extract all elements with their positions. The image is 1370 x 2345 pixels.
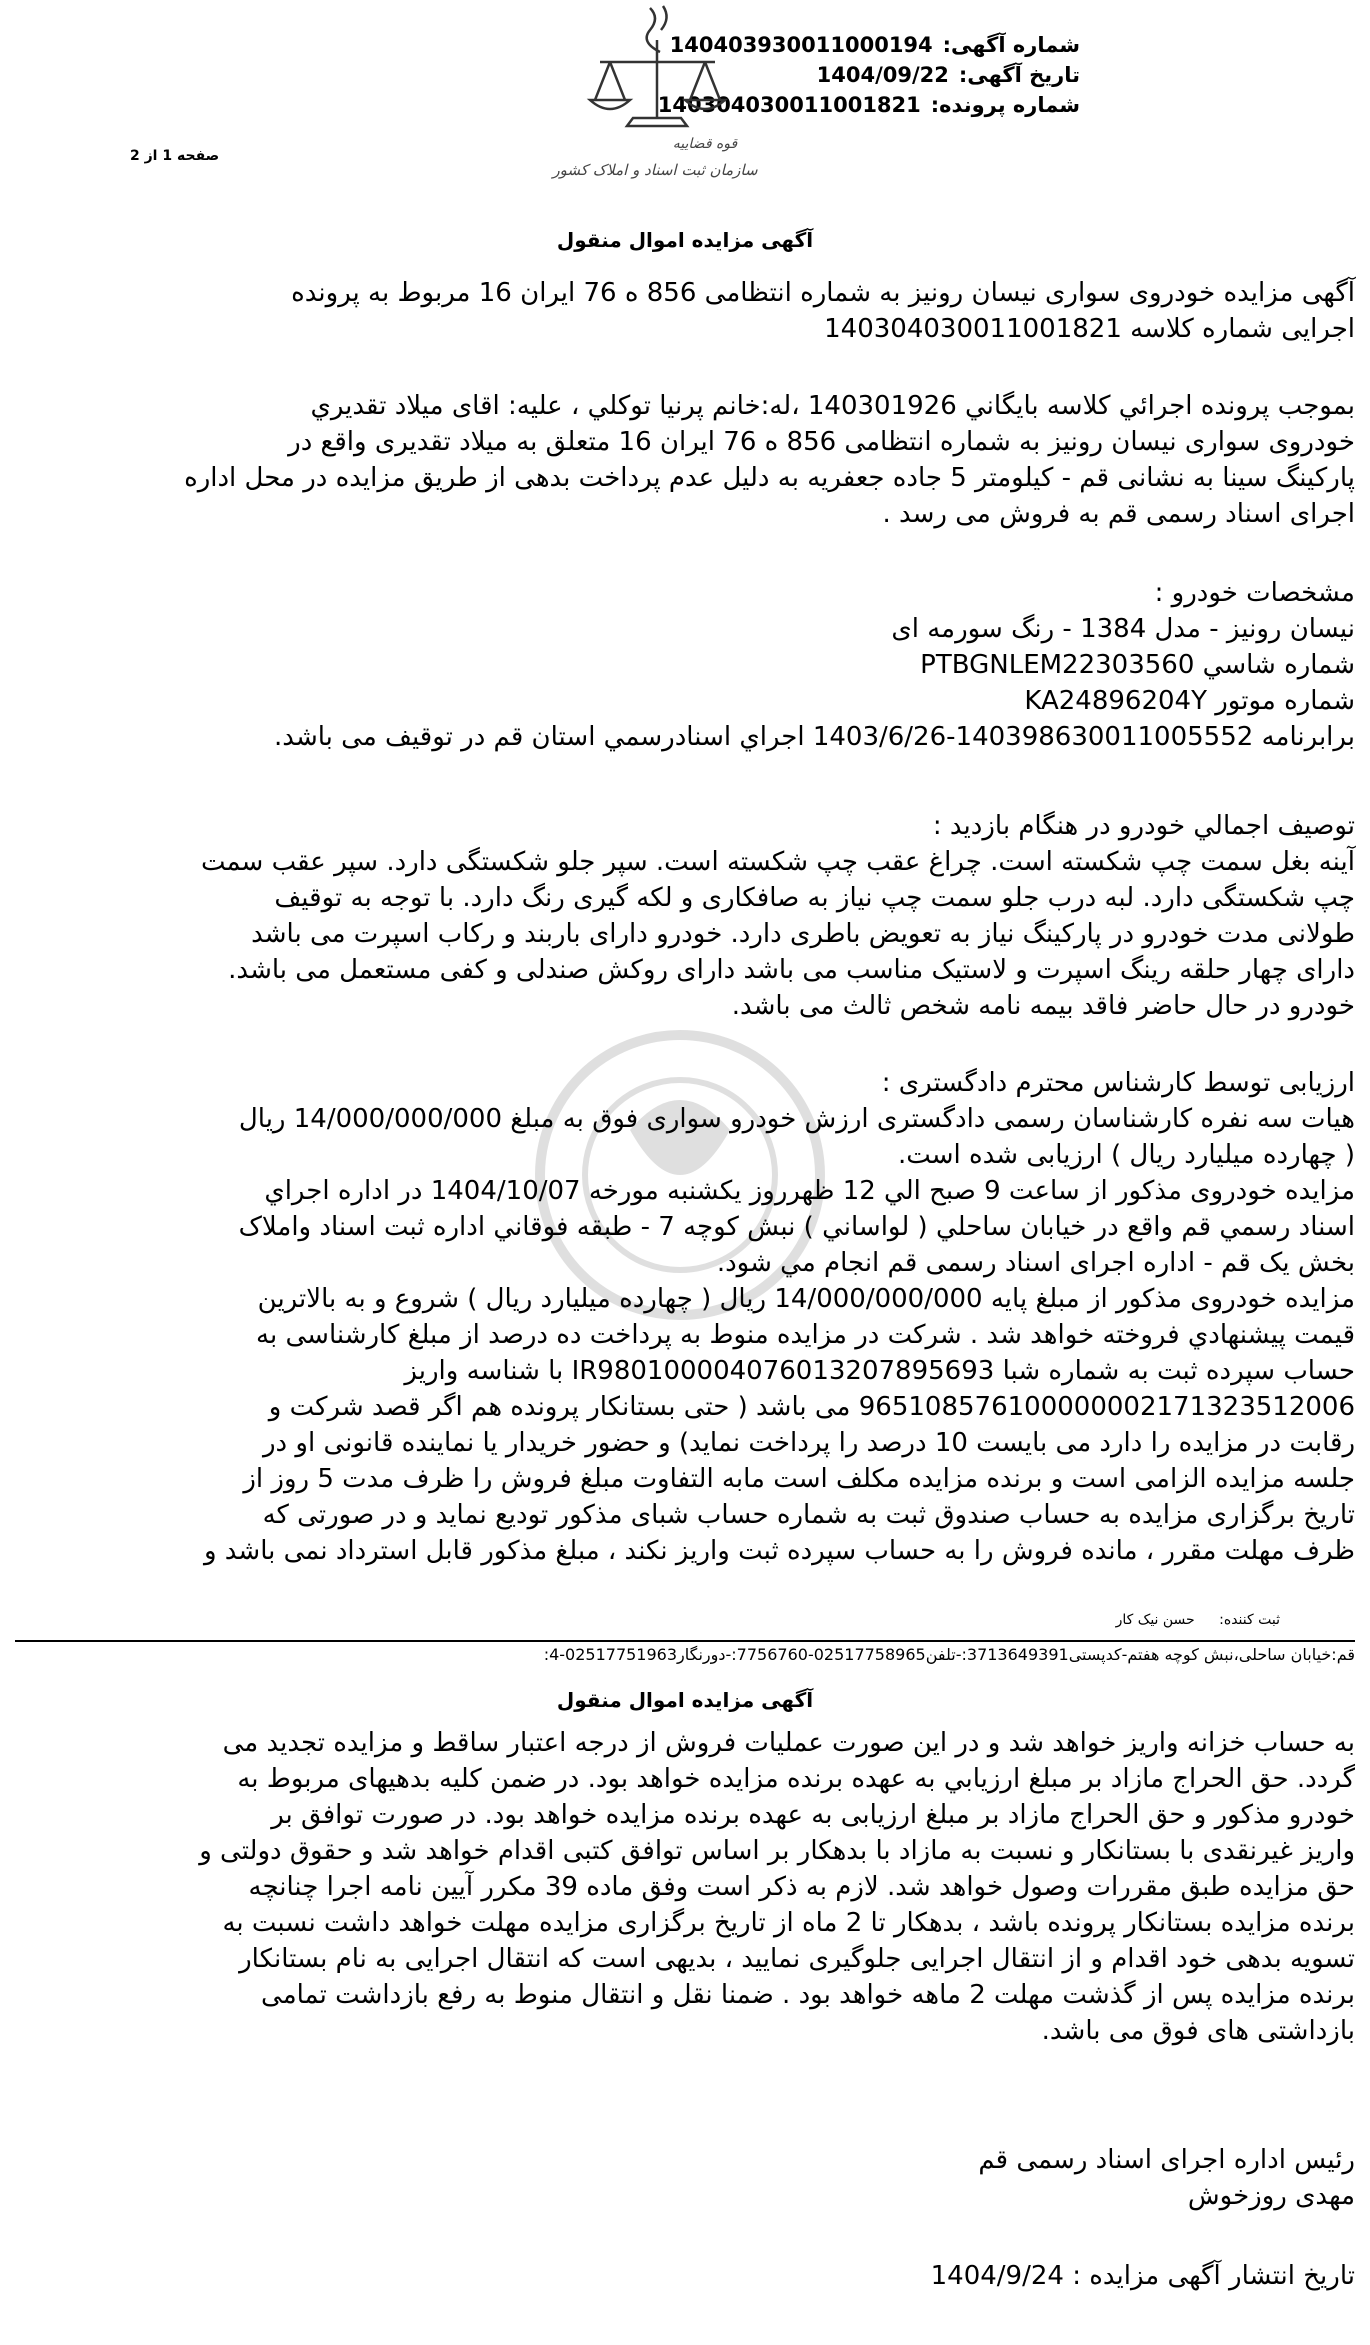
appraisal-line: حساب سپرده ثبت به شماره شبا IR980100004076013207895693 با شناسه واریز bbox=[404, 1356, 1355, 1386]
continuation-line: تسویه بدهی خود اقدام و از انتقال اجرایی جلوگیری نمایید ، بدیهی است که انتقال اجرایی به نام بستانکار bbox=[239, 1944, 1355, 1974]
appraisal-line: رقابت در مزایده را دارد می بایست 10 درصد را پرداخت نماید) و حضور خریدار یا نماینده قانونی او در bbox=[263, 1428, 1355, 1458]
ad-date: 1404/09/22 bbox=[816, 63, 949, 87]
registrar-name: حسن نیک کار bbox=[1115, 1612, 1195, 1628]
appraisal-line: اسناد رسمي قم واقع در خیابان ساحلي ( لواساني ) نبش کوچه 7 - طبقه فوقاني اداره ثبت اسناد واملاک bbox=[238, 1212, 1355, 1242]
registrar-label: ثبت كننده: bbox=[1219, 1612, 1280, 1628]
page-title: آگهی مزایده اموال منقول bbox=[556, 228, 814, 252]
ad-number-label: شماره آگهی: bbox=[942, 33, 1080, 57]
continuation-line: گردد. حق الحراج مازاد بر مبلغ ارزیابي به عهده برنده مزایده خواهد بود. در ضمن کلیه بدهیهای مربوط به bbox=[237, 1764, 1355, 1794]
appraisal-line: قیمت پیشنهادي فروخته خواهد شد . شرکت در مزایده منوط به پرداخت ده درصد از مبلغ کارشناسی به bbox=[256, 1320, 1355, 1350]
intro-line: اجرایی شماره کلاسه 140304030011001821 bbox=[824, 314, 1355, 344]
continuation-line: برنده مزایده پس از گذشت مهلت 2 ماهه خواهد بود . ضمنا نقل و انتقال منوط به رفع بازداشت تمامی bbox=[261, 1980, 1355, 2010]
file-number-label: شماره پرونده: bbox=[930, 93, 1080, 117]
case-paragraph bbox=[15, 388, 1355, 532]
file-number-row bbox=[657, 90, 1080, 120]
intro-line: آگهی مزایده خودروی سواری نیسان رونیز به شماره انتظامی 856 ه 76 ایران 16 مربوط به پرونده bbox=[291, 278, 1355, 308]
specs-line: برابرنامه 140398630011005552-1403/6/26 اجراي اسنادرسمي استان قم در توقيف می باشد. bbox=[274, 722, 1355, 752]
publish-label: تاریخ انتشار آگهی مزایده : bbox=[1072, 2261, 1355, 2291]
ad-number-row bbox=[669, 30, 1080, 60]
specs-line: شماره موتور KA24896204Y bbox=[1024, 686, 1355, 716]
publish-date-line bbox=[15, 2258, 1355, 2294]
case-line: پارکینگ سینا به نشانی قم - کیلومتر 5 جاده جعفریه به دلیل عدم پرداخت بدهی از طریق مزایده در محل اداره bbox=[184, 463, 1355, 493]
continuation-line: خودرو مذکور و حق الحراج مازاد بر مبلغ ارزیابی به عهده برنده مزایده خواهد بود. در صورت توافق بر bbox=[271, 1800, 1355, 1830]
emblem-caption-2: سازمان ثبت اسناد و املاک کشور bbox=[552, 161, 758, 179]
description-line: طولانی مدت خودرو در پارکینگ نیاز به تعویض باطری دارد. خودرو دارای باربند و رکاب اسپرت می باشد bbox=[251, 919, 1355, 949]
appraisal-line: تاریخ برگزاری مزایده به حساب صندوق ثبت به شماره حساب شبای مذکور تودیع نماید و در صورتی که bbox=[262, 1500, 1355, 1530]
ad-header-meta bbox=[657, 30, 1080, 120]
page-number: صفحه 1 از 2 bbox=[130, 148, 220, 164]
registrar bbox=[1040, 1612, 1280, 1628]
appraisal-line: مزایده خودروی مذکور از ساعت 9 صبح الي 12 ظهرروز یکشنبه مورخه 1404/10/07 در اداره اجراي bbox=[264, 1176, 1355, 1206]
emblem-caption-1: قوه قضاییه bbox=[672, 136, 738, 152]
continuation-line: به حساب خزانه واریز خواهد شد و در این صورت عملیات فروش از درجه اعتبار ساقط و مزایده تجدید می bbox=[222, 1728, 1355, 1758]
ad-date-label: تاریخ آگهی: bbox=[958, 63, 1080, 87]
judiciary-emblem-logo bbox=[545, 0, 775, 210]
file-number: 140304030011001821 bbox=[657, 93, 921, 117]
ad-date-row bbox=[760, 60, 1080, 90]
continuation-line: واریز غیرنقدی با بستانکار و نسبت به مازاد با بدهکار بر اساس توافق کتبی اقدام خواهد شد و حقوق دولتی و bbox=[199, 1836, 1355, 1866]
description-line: خودرو در حال حاضر فاقد بیمه نامه شخص ثالث می باشد. bbox=[731, 991, 1355, 1021]
signature-name: مهدی روزخوش bbox=[1187, 2181, 1355, 2211]
case-line: بموجب پرونده اجرائي كلاسه بايگاني 140301926 ،له:خانم پرنيا توكلي ، عليه: اقای ميلاد تقديري bbox=[310, 391, 1355, 421]
vehicle-description bbox=[15, 808, 1355, 1024]
appraisal-line: جلسه مزایده الزامی است و برنده مزایده مکلف است مابه التفاوت مبلغ فروش را ظرف مدت 5 روز از bbox=[243, 1464, 1355, 1494]
continuation-line: بازداشتی های فوق می باشد. bbox=[1041, 2016, 1355, 2046]
signature-block bbox=[15, 2142, 1355, 2214]
continuation-paragraph bbox=[15, 1725, 1355, 2049]
appraisal-line: هیات سه نفره کارشناسان رسمی دادگستری ارزش خودرو سواری فوق به مبلغ 14/000/000/000 ریال bbox=[238, 1104, 1355, 1134]
publish-date: 1404/9/24 bbox=[930, 2261, 1064, 2291]
signature-title: رئیس اداره اجرای اسناد رسمی قم bbox=[978, 2145, 1355, 2175]
appraisal-line: ظرف مهلت مقرر ، مانده فروش را به حساب سپرده ثبت واریز نکند ، مبلغ مذکور قابل استرداد نمی باشد و bbox=[203, 1536, 1355, 1566]
intro-paragraph bbox=[15, 275, 1355, 347]
specs-heading: مشخصات خودرو : bbox=[1154, 578, 1355, 608]
description-line: آینه بغل سمت چپ شکسته است. چراغ عقب چپ شکسته است. سپر جلو شکستگی دارد. سپر عقب سمت bbox=[201, 847, 1355, 877]
case-line: خودروی سواری نیسان رونیز به شماره انتظامی 856 ه 76 ایران 16 متعلق به میلاد تقدیری واقع در bbox=[288, 427, 1355, 457]
ad-number: 140403930011000194 bbox=[669, 33, 933, 57]
vehicle-specs bbox=[15, 575, 1355, 755]
appraisal-line: بخش یک قم - اداره اجرای اسناد رسمی قم انجام مي شود. bbox=[716, 1248, 1355, 1278]
appraisal-heading: ارزیابی توسط کارشناس محترم دادگستری : bbox=[881, 1068, 1355, 1098]
case-line: اجرای اسناد رسمی قم به فروش می رسد . bbox=[882, 499, 1355, 529]
appraisal-section bbox=[15, 1065, 1355, 1569]
description-heading: توصیف اجمالي خودرو در هنگام بازدید : bbox=[932, 811, 1355, 841]
continuation-line: حق مزایده طبق مقررات وصول خواهد شد. لازم به ذکر است وفق ماده 39 مکرر آیین نامه اجرا چنانچه bbox=[248, 1872, 1355, 1902]
appraisal-line: ( چهارده میلیارد ریال ) ارزیابی شده است. bbox=[897, 1140, 1355, 1170]
specs-line: شماره شاسي PTBGNLEM22303560 bbox=[920, 650, 1355, 680]
page-title-repeat: آگهی مزایده اموال منقول bbox=[556, 1688, 814, 1712]
appraisal-line: 965108576100000002171323512006 می باشد ( حتی بستانکار پرونده هم اگر قصد شرکت و bbox=[268, 1392, 1355, 1422]
office-address: قم:خیابان ساحلی،نبش کوچه هفتم-کدپستی3713649391:-تلفن02517758965-7756760:-دورنگار02517751963-4: bbox=[543, 1645, 1355, 1664]
continuation-line: برنده مزایده بستانکار پرونده باشد ، بدهکار تا 2 ماه از تاریخ برگزاری مزایده مهلت خواهد داشت نسبت به bbox=[222, 1908, 1355, 1938]
description-line: چپ شکستگی دارد. لبه درب جلو سمت چپ نیاز به صافکاری و لکه گیری رنگ دارد. با توجه به توقیف bbox=[274, 883, 1355, 913]
divider bbox=[15, 1640, 1355, 1642]
specs-line: نیسان رونیز - مدل 1384 - رنگ سورمه ای bbox=[891, 614, 1355, 644]
description-line: دارای چهار حلقه رینگ اسپرت و لاستیک مناسب می باشد دارای روکش صندلی و کفی مستعمل می باشد. bbox=[228, 955, 1355, 985]
appraisal-line: مزایده خودروی مذکور از مبلغ پایه 14/000/000/000 ریال ( چهارده میلیارد ریال ) شروع و به بالاترین bbox=[257, 1284, 1355, 1314]
